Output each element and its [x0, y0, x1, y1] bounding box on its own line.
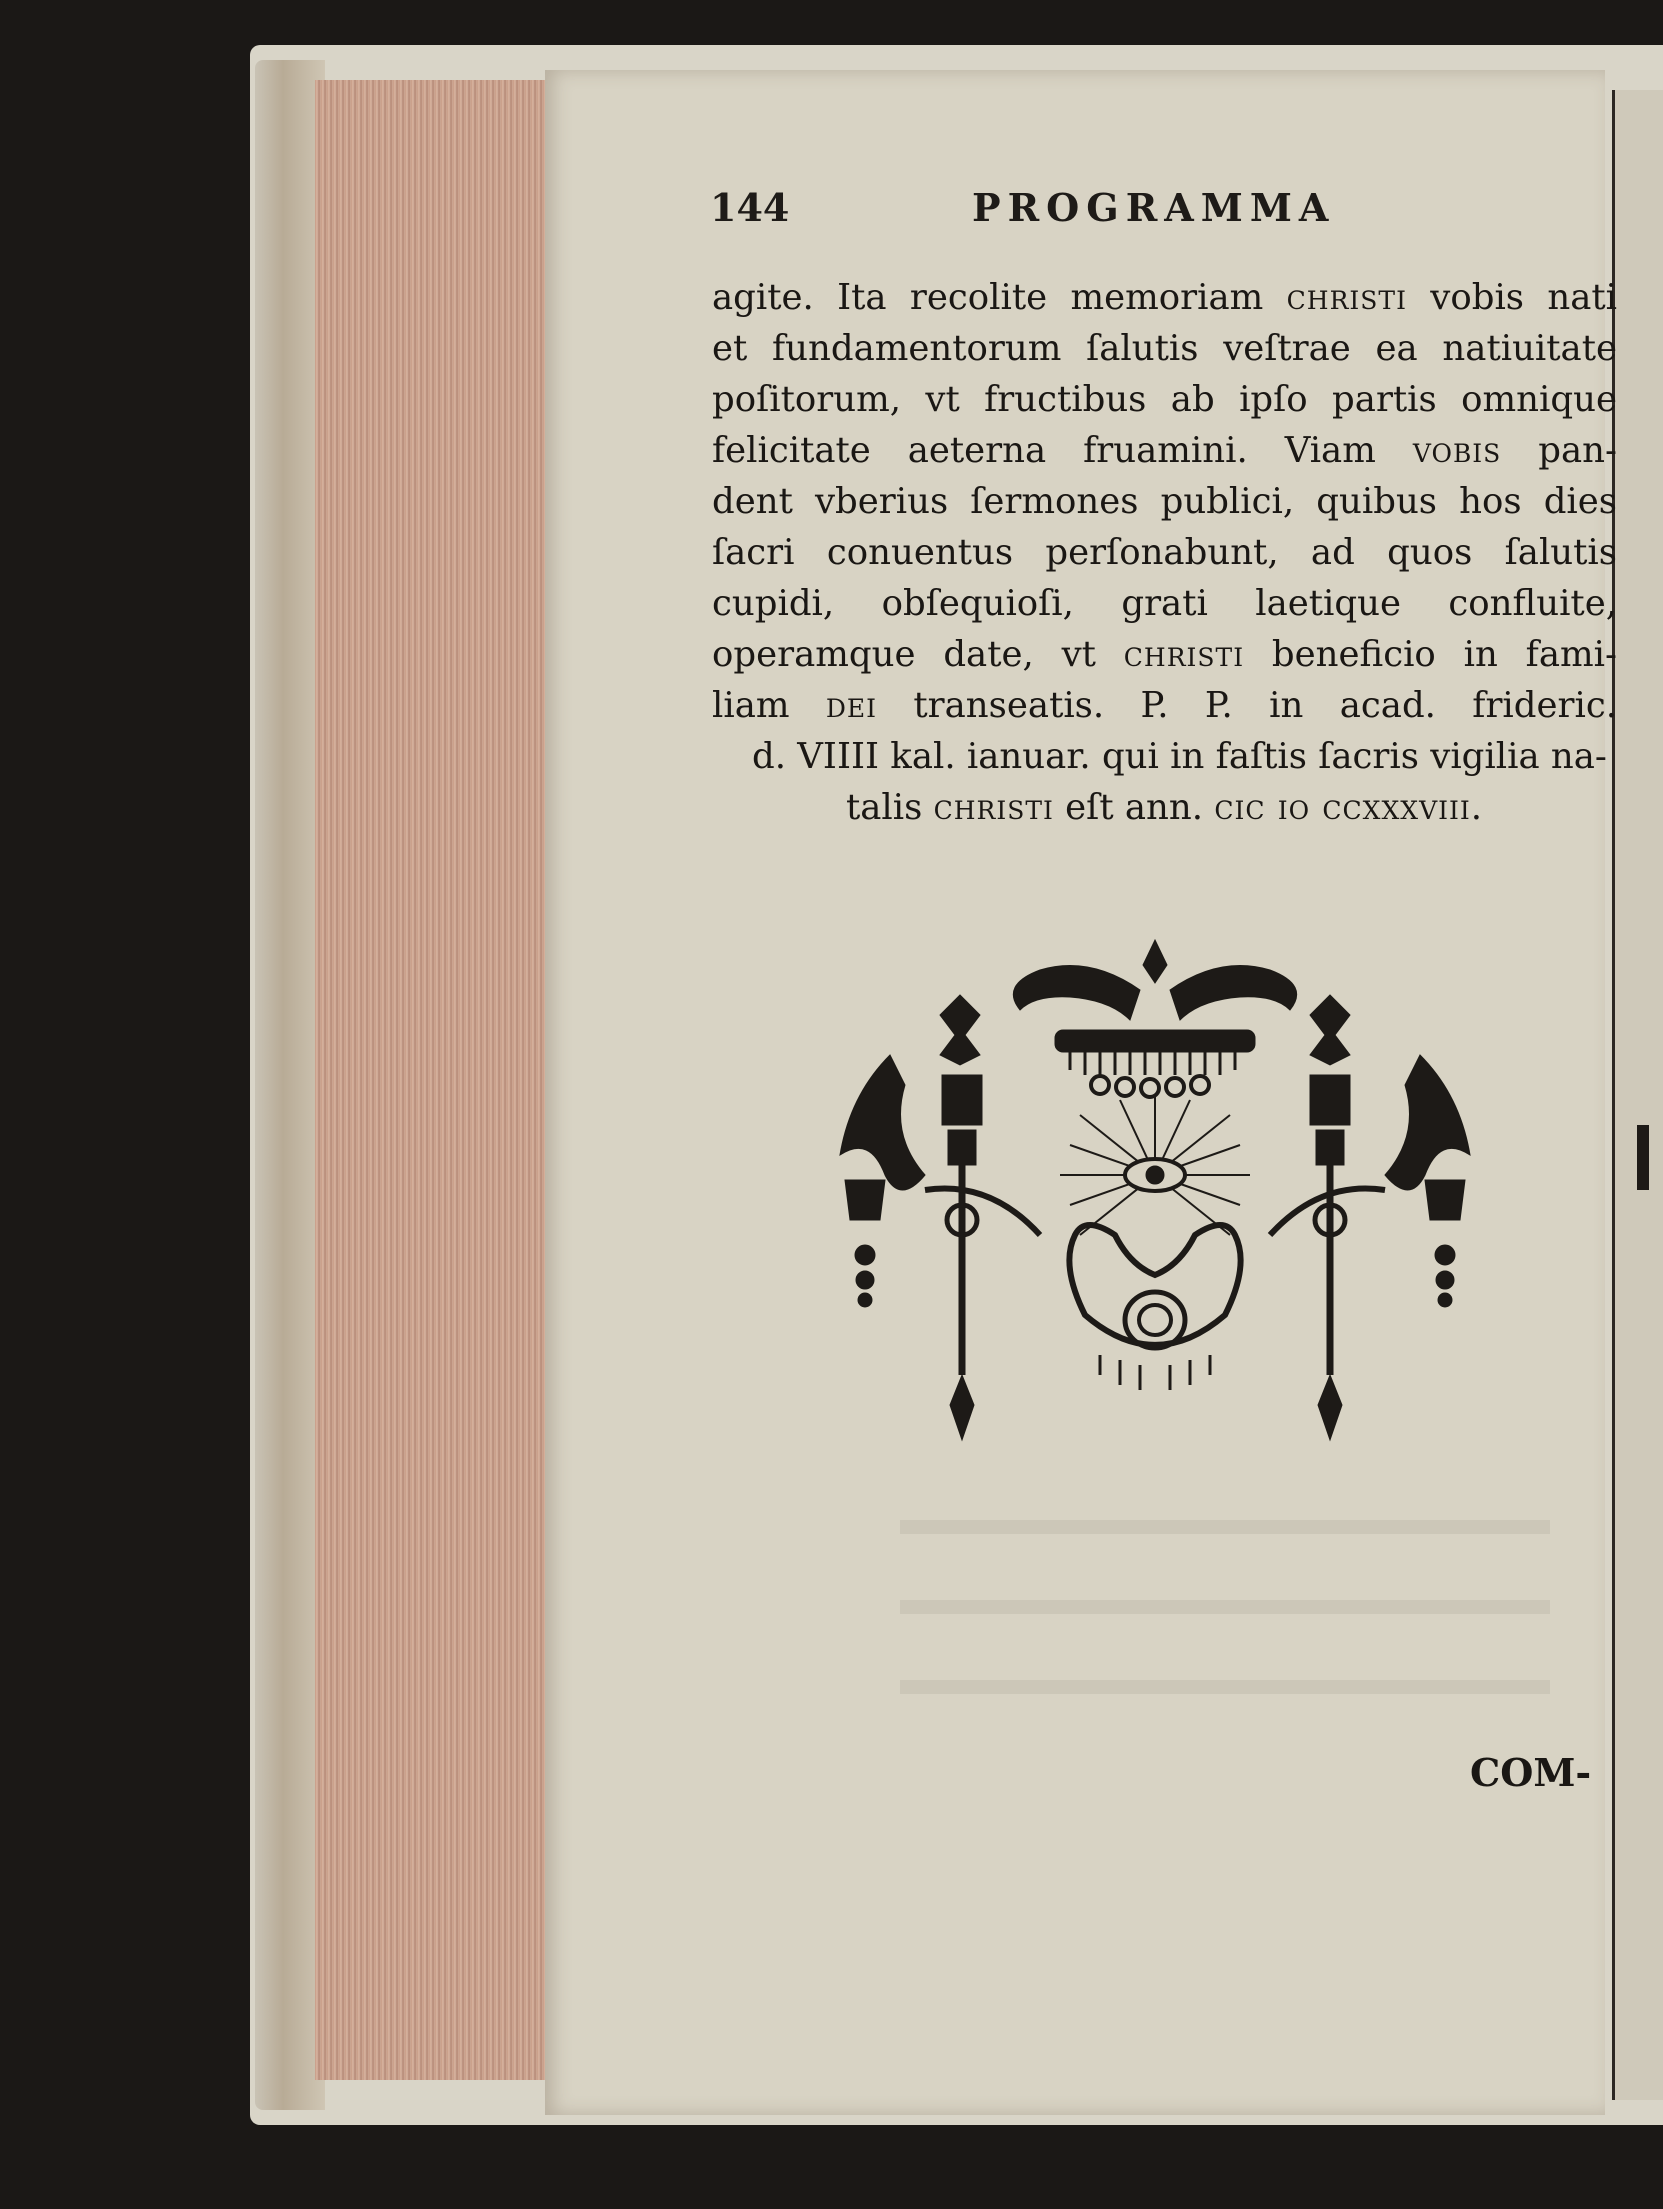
text-line [712, 578, 1617, 629]
text-segment: transeatis. P. P. in acad. frideric. [877, 685, 1617, 726]
page-number: 144 [710, 185, 790, 230]
text-segment: cupidi, obſequioſi, grati laetique confluite, [712, 583, 1617, 624]
show-through [900, 1680, 1550, 1694]
text-segment: liam [712, 685, 826, 726]
running-title: PROGRAMMA [972, 185, 1336, 230]
body-text [712, 272, 1617, 833]
facing-page-edge [1612, 90, 1663, 2100]
text-segment: felicitate aeterna fruamini. Viam [712, 430, 1413, 471]
text-line [712, 629, 1617, 680]
text-segment: beneficio in fami- [1244, 634, 1617, 675]
small-caps-word: christi [1123, 634, 1245, 675]
text-segment: operamque date, vt [712, 634, 1124, 675]
show-through [900, 1600, 1550, 1614]
text-line [712, 272, 1617, 323]
text-line [712, 782, 1617, 833]
text-line [712, 323, 1617, 374]
text-segment: vobis nati [1406, 277, 1617, 318]
text-segment: et fundamentorum ſalutis veſtrae ea natiuitate [712, 328, 1617, 369]
small-caps-word: christi [933, 787, 1054, 828]
page-header [710, 185, 1600, 235]
text-line [712, 425, 1617, 476]
text-segment: eſt ann. [1053, 787, 1215, 828]
page-edges [315, 80, 552, 2080]
text-segment: talis [845, 787, 934, 828]
text-segment: agite. Ita recolite memoriam [712, 277, 1287, 318]
text-line [712, 476, 1617, 527]
text-line [712, 374, 1617, 425]
facing-page-mark [1637, 1125, 1649, 1190]
text-segment: pan- [1501, 430, 1617, 471]
small-caps-word: christi [1286, 277, 1407, 318]
text-segment: dent vberius ſermones publici, quibus hos dies [712, 481, 1617, 522]
text-line [712, 680, 1617, 731]
text-segment: poſitorum, vt fructibus ab ipſo partis omnique [712, 379, 1617, 420]
small-caps-word: dei [825, 685, 878, 726]
catchword: COM- [1470, 1750, 1592, 1795]
text-line [712, 527, 1617, 578]
closing-lines [712, 731, 1617, 833]
small-caps-word: vobis [1412, 430, 1502, 471]
text-segment: ſacri conuentus perſonabunt, ad quos ſalutis [712, 532, 1617, 573]
text-line [712, 731, 1617, 782]
text-segment: d. VIIII kal. ianuar. qui in faſtis ſacris vigilia na- [752, 736, 1607, 777]
small-caps-word: cic io ccxxxviii. [1214, 787, 1484, 828]
eye-of-providence-ornament [830, 935, 1480, 1455]
show-through [900, 1520, 1550, 1534]
body-lines [712, 272, 1617, 731]
